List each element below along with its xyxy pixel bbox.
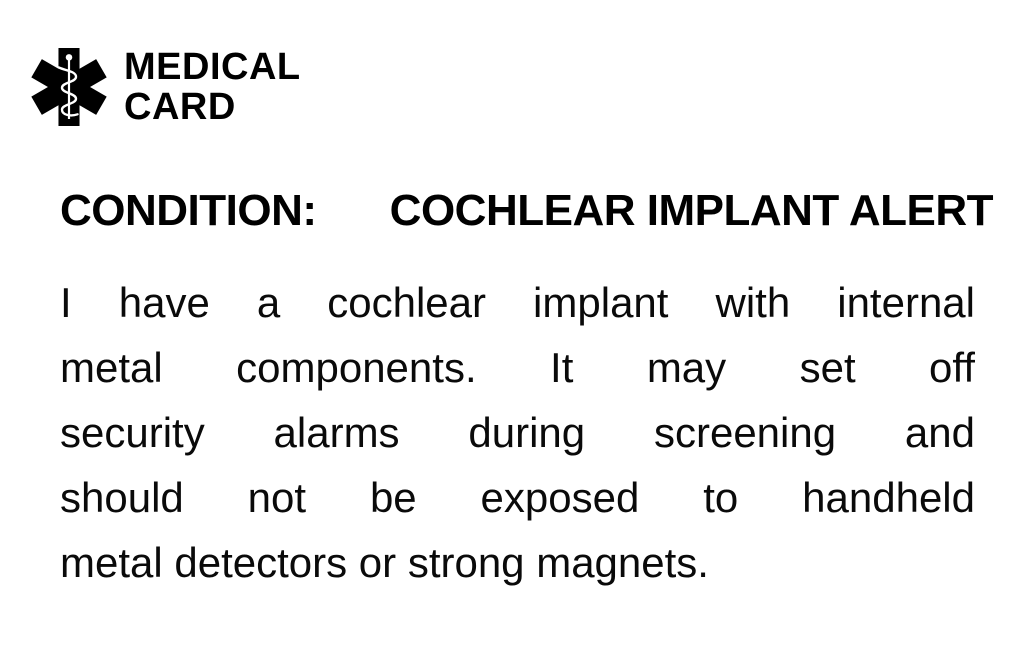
- logo-line-2: CARD: [124, 86, 236, 128]
- body-line: security alarms during screening and: [60, 409, 975, 456]
- logo-line-1: MEDICAL: [124, 46, 301, 88]
- body-line: metal components. It may set off: [60, 344, 975, 391]
- body-paragraph: [60, 270, 975, 595]
- body-line: metal detectors or strong magnets.: [60, 539, 709, 586]
- logo-text: [124, 47, 301, 127]
- condition-label: CONDITION:: [60, 186, 317, 235]
- body-line: should not be exposed to handheld: [60, 474, 975, 521]
- condition-heading: [60, 186, 993, 236]
- body-line: I have a cochlear implant with internal: [60, 279, 975, 326]
- logo: [0, 0, 1036, 130]
- star-of-life-icon: [30, 44, 108, 130]
- condition-value: COCHLEAR IMPLANT ALERT: [389, 186, 993, 235]
